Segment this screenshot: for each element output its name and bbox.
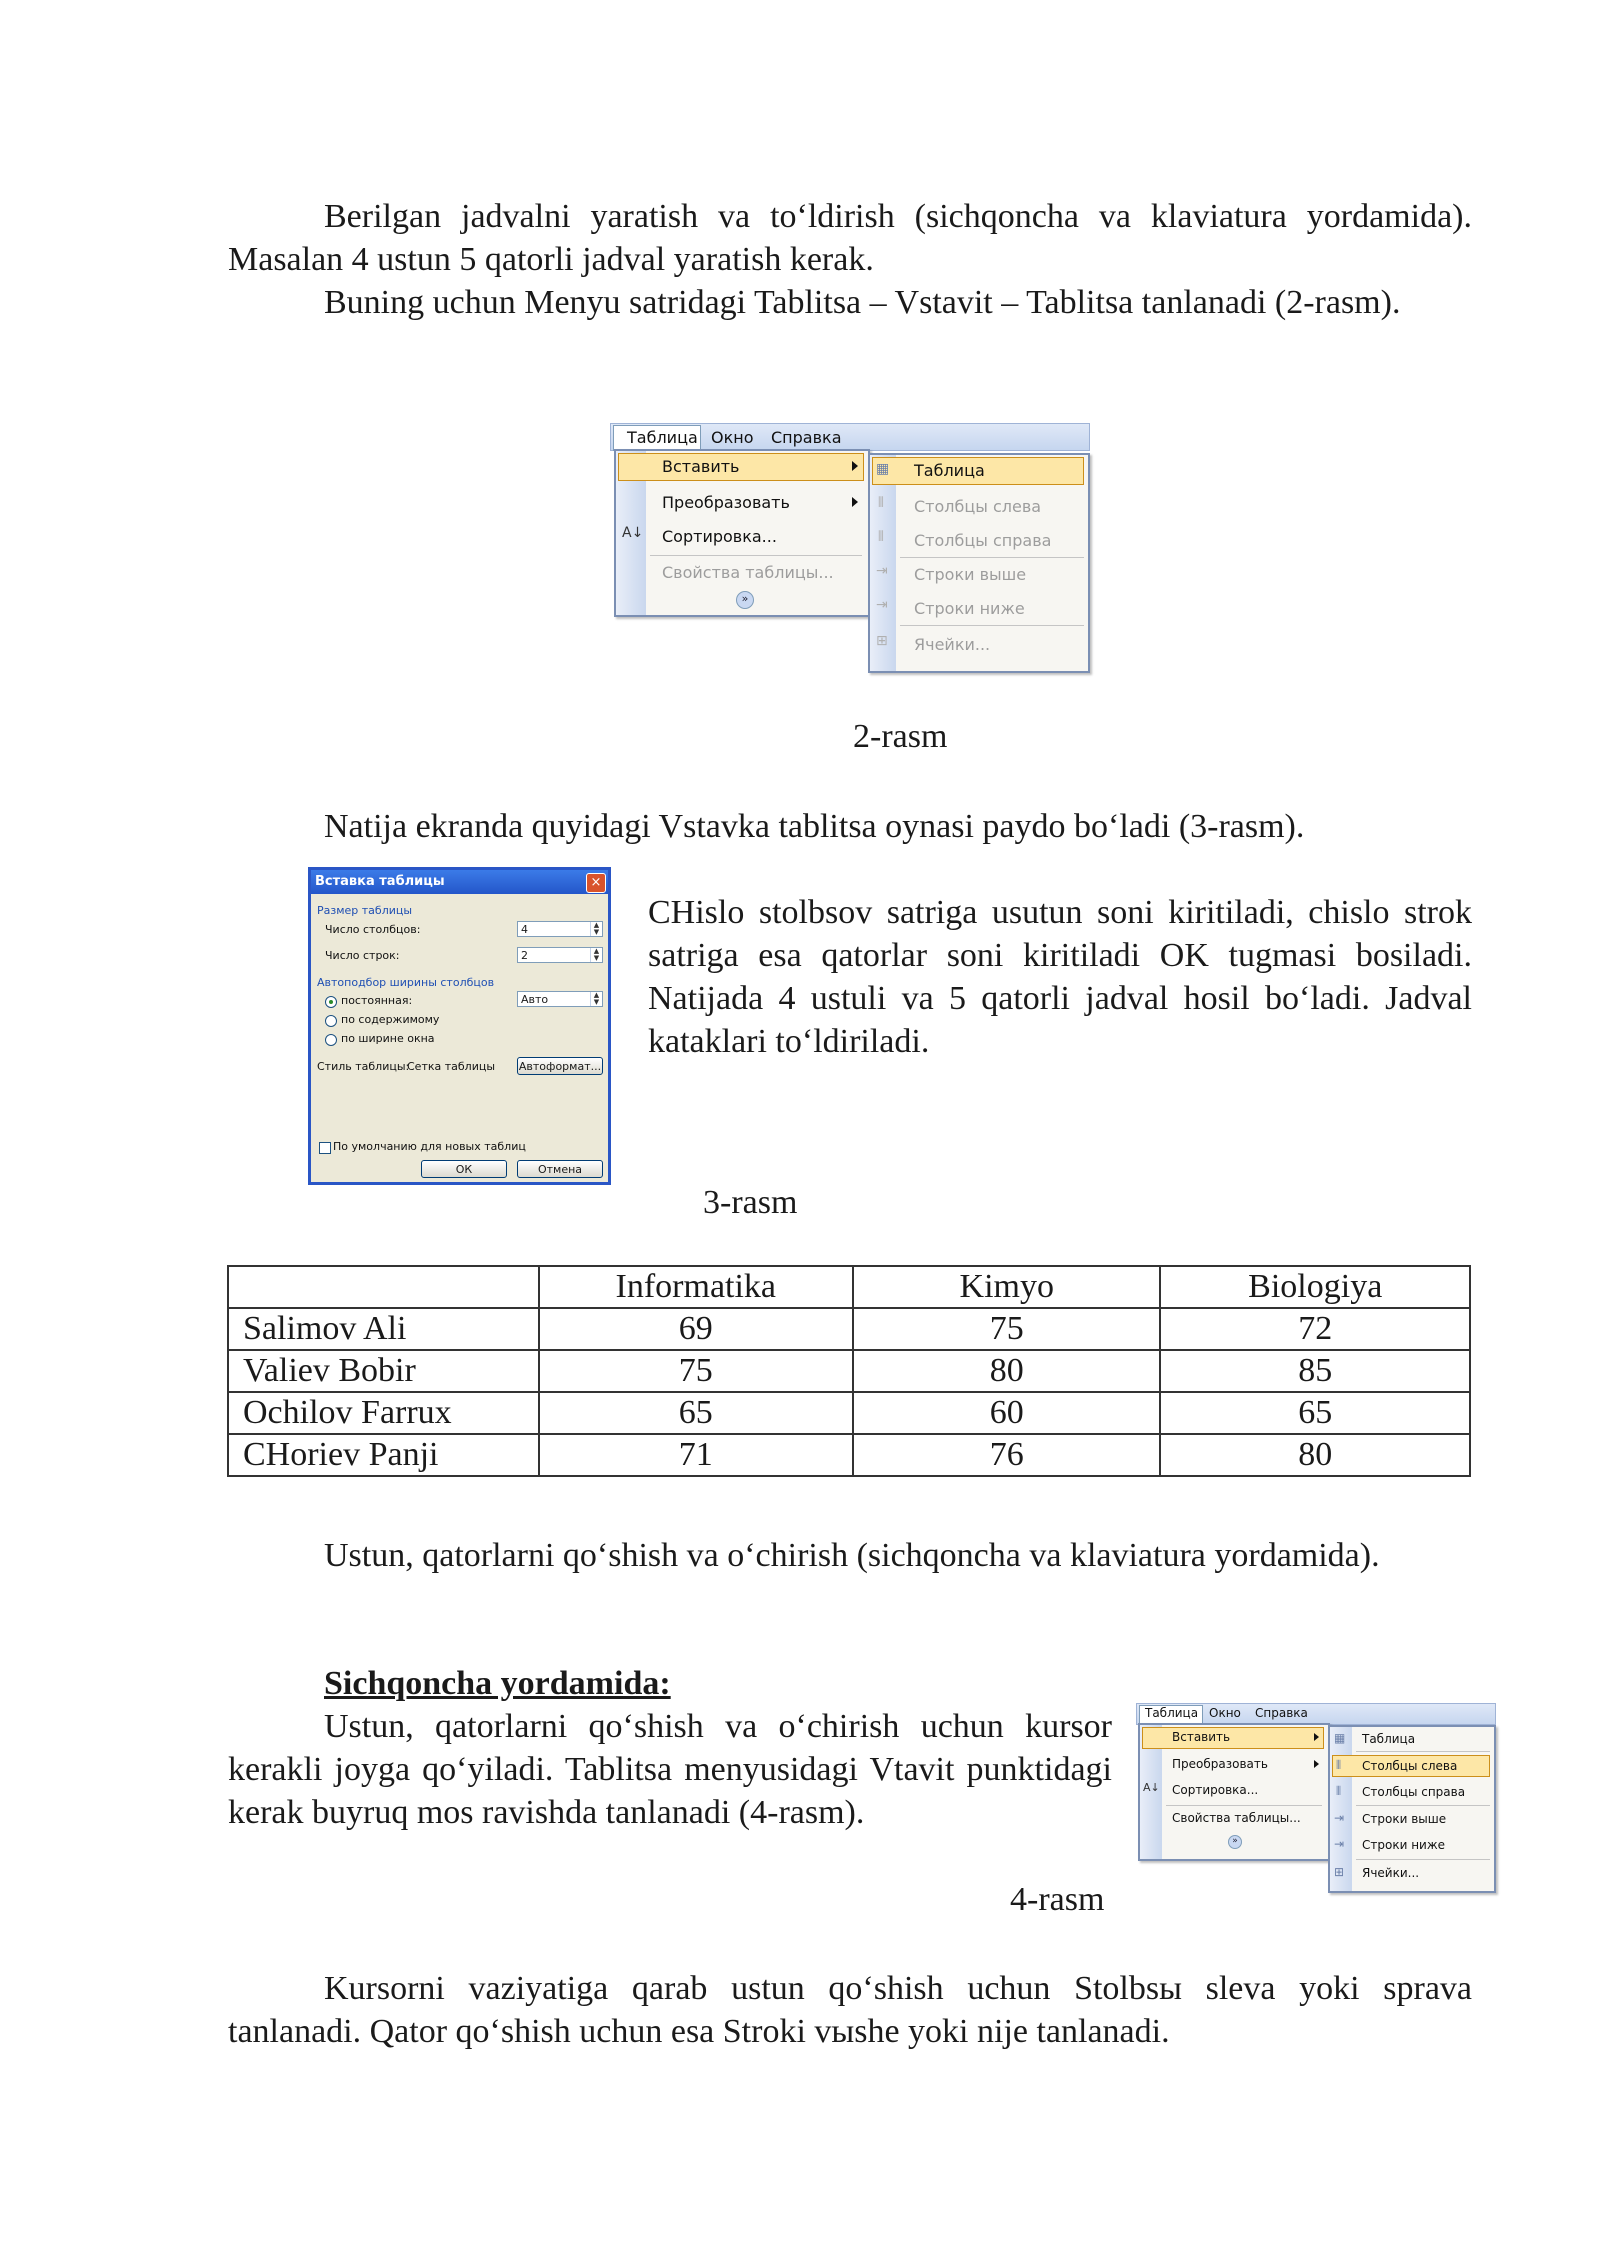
table-cell: 72 [1160, 1308, 1470, 1350]
style-value: Сетка таблицы [407, 1060, 496, 1073]
submenu-item-columns-right[interactable]: Столбцы справа [914, 531, 1052, 550]
radio-window[interactable] [325, 1034, 337, 1046]
default-checkbox[interactable] [319, 1142, 331, 1154]
table-icon: ▦ [876, 461, 890, 477]
rows-stepper[interactable]: 2 ▲ ▼ [517, 947, 603, 963]
rows-below-icon: ⇥ [1334, 1837, 1345, 1851]
figure-2-table-menu [610, 423, 1090, 673]
table-cell: 80 [1160, 1434, 1470, 1476]
columns-left-icon: ⫴ [878, 495, 884, 511]
menu-bar-table[interactable]: Таблица [627, 428, 698, 447]
table-header-cell: Kimyo [853, 1266, 1160, 1308]
table-cell: 65 [1160, 1392, 1470, 1434]
submenu-item-table[interactable]: Таблица [914, 461, 985, 480]
menu-item-insert[interactable]: Вставить [662, 457, 740, 476]
menu-bar-window[interactable]: Окно [711, 428, 754, 447]
columns-label: Число столбцов: [325, 923, 421, 936]
section-heading: Sichqoncha yordamida: [324, 1665, 671, 1702]
caption-figure-4: 4-rasm [1010, 1881, 1105, 1918]
columns-stepper[interactable]: 4 ▲ ▼ [517, 921, 603, 937]
expand-menu-icon[interactable]: » [736, 591, 754, 609]
paragraph-dialog-explanation: CHislo stolbsov satriga usutun soni kiritiladi, chislo strok satriga esa qatorlar soni kiritiladi OK tugmasi bosiladi. Natijada 4 ustuli va 5 qatorli jadval hosil bo‘ladi. Jadval kataklari to‘ldiriladi. [648, 894, 1472, 1060]
table-cell-name: Salimov Ali [228, 1308, 539, 1350]
table-cell: 75 [539, 1350, 854, 1392]
table-cell-name: CHoriev Panji [228, 1434, 539, 1476]
menu-bar [1136, 1703, 1496, 1725]
paragraph-cursor-position: Kursorni vaziyatiga qarab ustun qo‘shish uchun Stolbsы sleva yoki sprava tanlanadi. Qator qo‘shish uchun esa Stroki vыshe yoki nije tanlanadi. [228, 1970, 1472, 2050]
menu-bar-help[interactable]: Справка [771, 428, 842, 447]
rows-above-icon: ⇥ [876, 563, 888, 579]
rows-below-icon: ⇥ [876, 597, 888, 613]
submenu-item-rows-above[interactable]: Строки выше [1362, 1812, 1447, 1826]
table-row [228, 1308, 1470, 1350]
paragraph-mouse-method: Ustun, qatorlarni qo‘shish va o‘chirish uchun kursor kerakli joyga qo‘yiladi. Tablitsa menyusidagi Vtavit punktidagi kerak buyruq mos ravishda tanlanadi (4-rasm). [228, 1708, 1112, 1831]
table-cell: 75 [853, 1308, 1160, 1350]
default-checkbox-label: По умолчанию для новых таблиц [333, 1140, 526, 1153]
fixed-width-stepper[interactable]: Авто ▲ ▼ [517, 991, 603, 1007]
table-cell: 76 [853, 1434, 1160, 1476]
cancel-button[interactable]: Отмена [517, 1160, 603, 1178]
table-cell: 60 [853, 1392, 1160, 1434]
submenu-item-columns-left[interactable]: Столбцы слева [914, 497, 1042, 516]
rows-above-icon: ⇥ [1334, 1811, 1345, 1825]
table-cell: 65 [539, 1392, 854, 1434]
submenu-item-columns-right[interactable]: Столбцы справа [1362, 1785, 1466, 1799]
menu-bar-window[interactable]: Окно [1209, 1706, 1241, 1720]
table-dropdown [1138, 1723, 1330, 1861]
radio-window-label: по ширине окна [341, 1032, 435, 1045]
table-row [228, 1350, 1470, 1392]
rows-label: Число строк: [325, 949, 400, 962]
table-header-cell: Biologiya [1160, 1266, 1470, 1308]
columns-right-icon: ⫴ [1336, 1784, 1342, 1798]
paragraph-dialog-intro: Natija ekranda quyidagi Vstavka tablitsa oynasi paydo bo‘ladi (3-rasm). [324, 808, 1305, 845]
ok-button[interactable]: ОК [421, 1160, 507, 1178]
submenu-item-table[interactable]: Таблица [1362, 1732, 1416, 1746]
submenu-item-columns-left[interactable]: Столбцы слева [1362, 1759, 1458, 1773]
table-header-row [228, 1266, 1470, 1308]
menu-item-insert[interactable]: Вставить [1172, 1730, 1231, 1744]
caption-figure-3: 3-rasm [703, 1184, 798, 1221]
close-icon[interactable]: × [586, 873, 606, 893]
dialog-title: Вставка таблицы [311, 870, 608, 894]
sort-icon: A↓ [1143, 1781, 1160, 1794]
submenu-item-rows-below[interactable]: Строки ниже [914, 599, 1025, 618]
figure-3-insert-table-dialog [308, 867, 611, 1185]
autoformat-button[interactable]: Автоформат... [517, 1057, 603, 1075]
menu-item-sort[interactable]: Сортировка... [662, 527, 777, 546]
menu-item-convert[interactable]: Преобразовать [662, 493, 790, 512]
radio-content[interactable] [325, 1015, 337, 1027]
table-cell-name: Valiev Bobir [228, 1350, 539, 1392]
menu-bar [610, 423, 1090, 451]
insert-submenu [868, 453, 1090, 673]
paragraph-add-remove: Ustun, qatorlarni qo‘shish va o‘chirish (sichqoncha va klaviatura yordamida). [324, 1537, 1380, 1574]
cells-icon: ⊞ [1334, 1865, 1345, 1879]
sort-icon: A↓ [622, 525, 644, 541]
paragraph-menu-path: Buning uchun Menyu satridagi Tablitsa – Vstavit – Tablitsa tanlanadi (2-rasm). [324, 284, 1401, 321]
table-header-cell: Informatika [539, 1266, 854, 1308]
figure-4-insert-menu [1136, 1703, 1496, 1893]
radio-content-label: по содержимому [341, 1013, 440, 1026]
table-row [228, 1434, 1470, 1476]
insert-submenu [1328, 1725, 1496, 1893]
columns-left-icon: ⫴ [1336, 1758, 1342, 1772]
paragraph-intro: Berilgan jadvalni yaratish va to‘ldirish (sichqoncha va klaviatura yordamida). Masalan 4 ustun 5 qatorli jadval yaratish kerak. [228, 198, 1472, 278]
group-table-size: Размер таблицы [317, 904, 413, 917]
submenu-arrow-icon [1314, 1733, 1319, 1741]
table-cell-name: Ochilov Farrux [228, 1392, 539, 1434]
submenu-arrow-icon [1314, 1760, 1319, 1768]
menu-item-table-properties[interactable]: Свойства таблицы... [662, 563, 834, 582]
style-label: Стиль таблицы: [317, 1060, 410, 1073]
grades-table [227, 1265, 1471, 1477]
table-cell: 69 [539, 1308, 854, 1350]
cells-icon: ⊞ [876, 633, 888, 649]
submenu-arrow-icon [852, 497, 858, 507]
table-header-cell [228, 1266, 539, 1308]
submenu-item-rows-above[interactable]: Строки выше [914, 565, 1027, 584]
table-row [228, 1392, 1470, 1434]
submenu-item-cells[interactable]: Ячейки... [1362, 1866, 1420, 1880]
radio-fixed[interactable] [325, 996, 337, 1008]
table-icon: ▦ [1334, 1731, 1346, 1745]
columns-right-icon: ⫴ [878, 529, 884, 545]
menu-bar-help[interactable]: Справка [1255, 1706, 1308, 1720]
submenu-item-rows-below[interactable]: Строки ниже [1362, 1838, 1446, 1852]
caption-figure-2: 2-rasm [853, 718, 948, 755]
radio-fixed-label: постоянная: [341, 994, 413, 1007]
menu-item-convert[interactable]: Преобразовать [1172, 1757, 1268, 1771]
table-cell: 85 [1160, 1350, 1470, 1392]
table-cell: 80 [853, 1350, 1160, 1392]
table-dropdown [614, 449, 870, 617]
menu-bar-table[interactable]: Таблица [1145, 1706, 1199, 1720]
menu-item-sort[interactable]: Сортировка... [1172, 1783, 1259, 1797]
table-cell: 71 [539, 1434, 854, 1476]
submenu-item-cells[interactable]: Ячейки... [914, 635, 991, 654]
submenu-arrow-icon [852, 461, 858, 471]
expand-menu-icon[interactable]: » [1228, 1835, 1242, 1849]
menu-item-table-properties[interactable]: Свойства таблицы... [1172, 1811, 1301, 1825]
group-autofit: Автоподбор ширины столбцов [317, 976, 495, 989]
